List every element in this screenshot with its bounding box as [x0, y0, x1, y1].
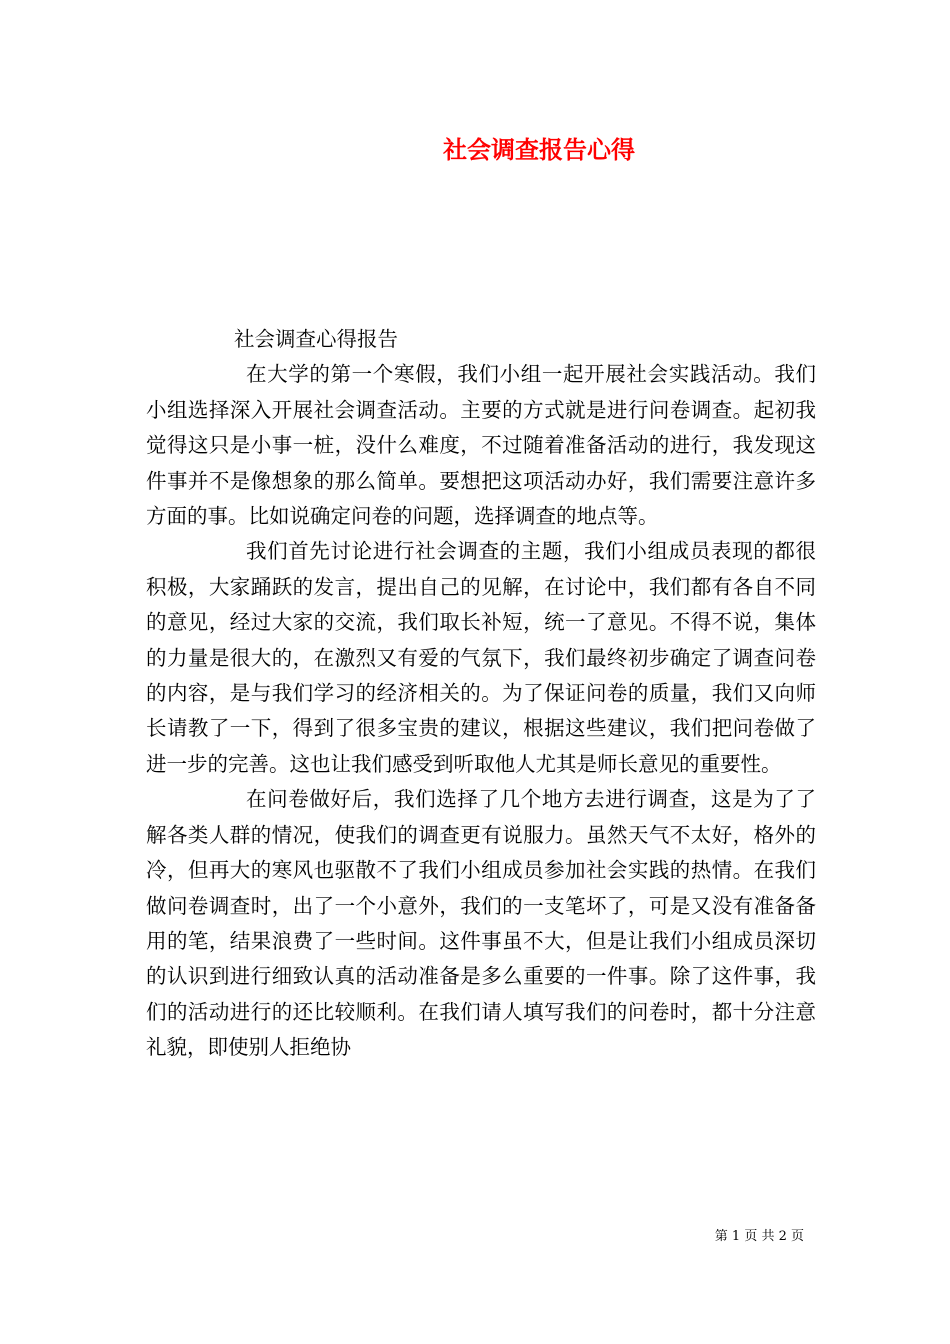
- document-body: [146, 322, 816, 1066]
- paragraph-1: 在大学的第一个寒假，我们小组一起开展社会实践活动。我们小组选择深入开展社会调查活动。主要的方式就是进行问卷调查。起初我觉得这只是小事一桩，没什么难度，不过随着准备活动的进行，我发现这件事并不是像想象的那么简单。要想把这项活动办好，我们需要注意许多方面的事。比如说确定问卷的问题，选择调查的地点等。: [146, 362, 816, 529]
- paragraph-3: 在问卷做好后，我们选择了几个地方去进行调查，这是为了了解各类人群的情况，使我们的调查更有说服力。虽然天气不太好，格外的冷，但再大的寒风也驱散不了我们小组成员参加社会实践的热情。在我们做问卷调查时，出了一个小意外，我们的一支笔坏了，可是又没有准备备用的笔，结果浪费了一些时间。这件事虽不大，但是让我们小组成员深切的认识到进行细致认真的活动准备是多么重要的一件事。除了这件事，我们的活动进行的还比较顺利。在我们请人填写我们的问卷时，都十分注意礼貌，即使别人拒绝协: [146, 787, 816, 1060]
- document-subtitle: 社会调查心得报告: [234, 327, 398, 351]
- document-title: 社会调查报告心得: [443, 135, 635, 164]
- paragraph-2: 我们首先讨论进行社会调查的主题，我们小组成员表现的都很积极，大家踊跃的发言，提出自己的见解，在讨论中，我们都有各自不同的意见，经过大家的交流，我们取长补短，统一了意见。不得不说，集体的力量是很大的，在激烈又有爱的气氛下，我们最终初步确定了调查问卷的内容，是与我们学习的经济相关的。为了保证问卷的质量，我们又向师长请教了一下，得到了很多宝贵的建议，根据这些建议，我们把问卷做了进一步的完善。这也让我们感受到听取他人尤其是师长意见的重要性。: [146, 539, 816, 776]
- page-number: 第 1 页 共 2 页: [714, 1229, 804, 1244]
